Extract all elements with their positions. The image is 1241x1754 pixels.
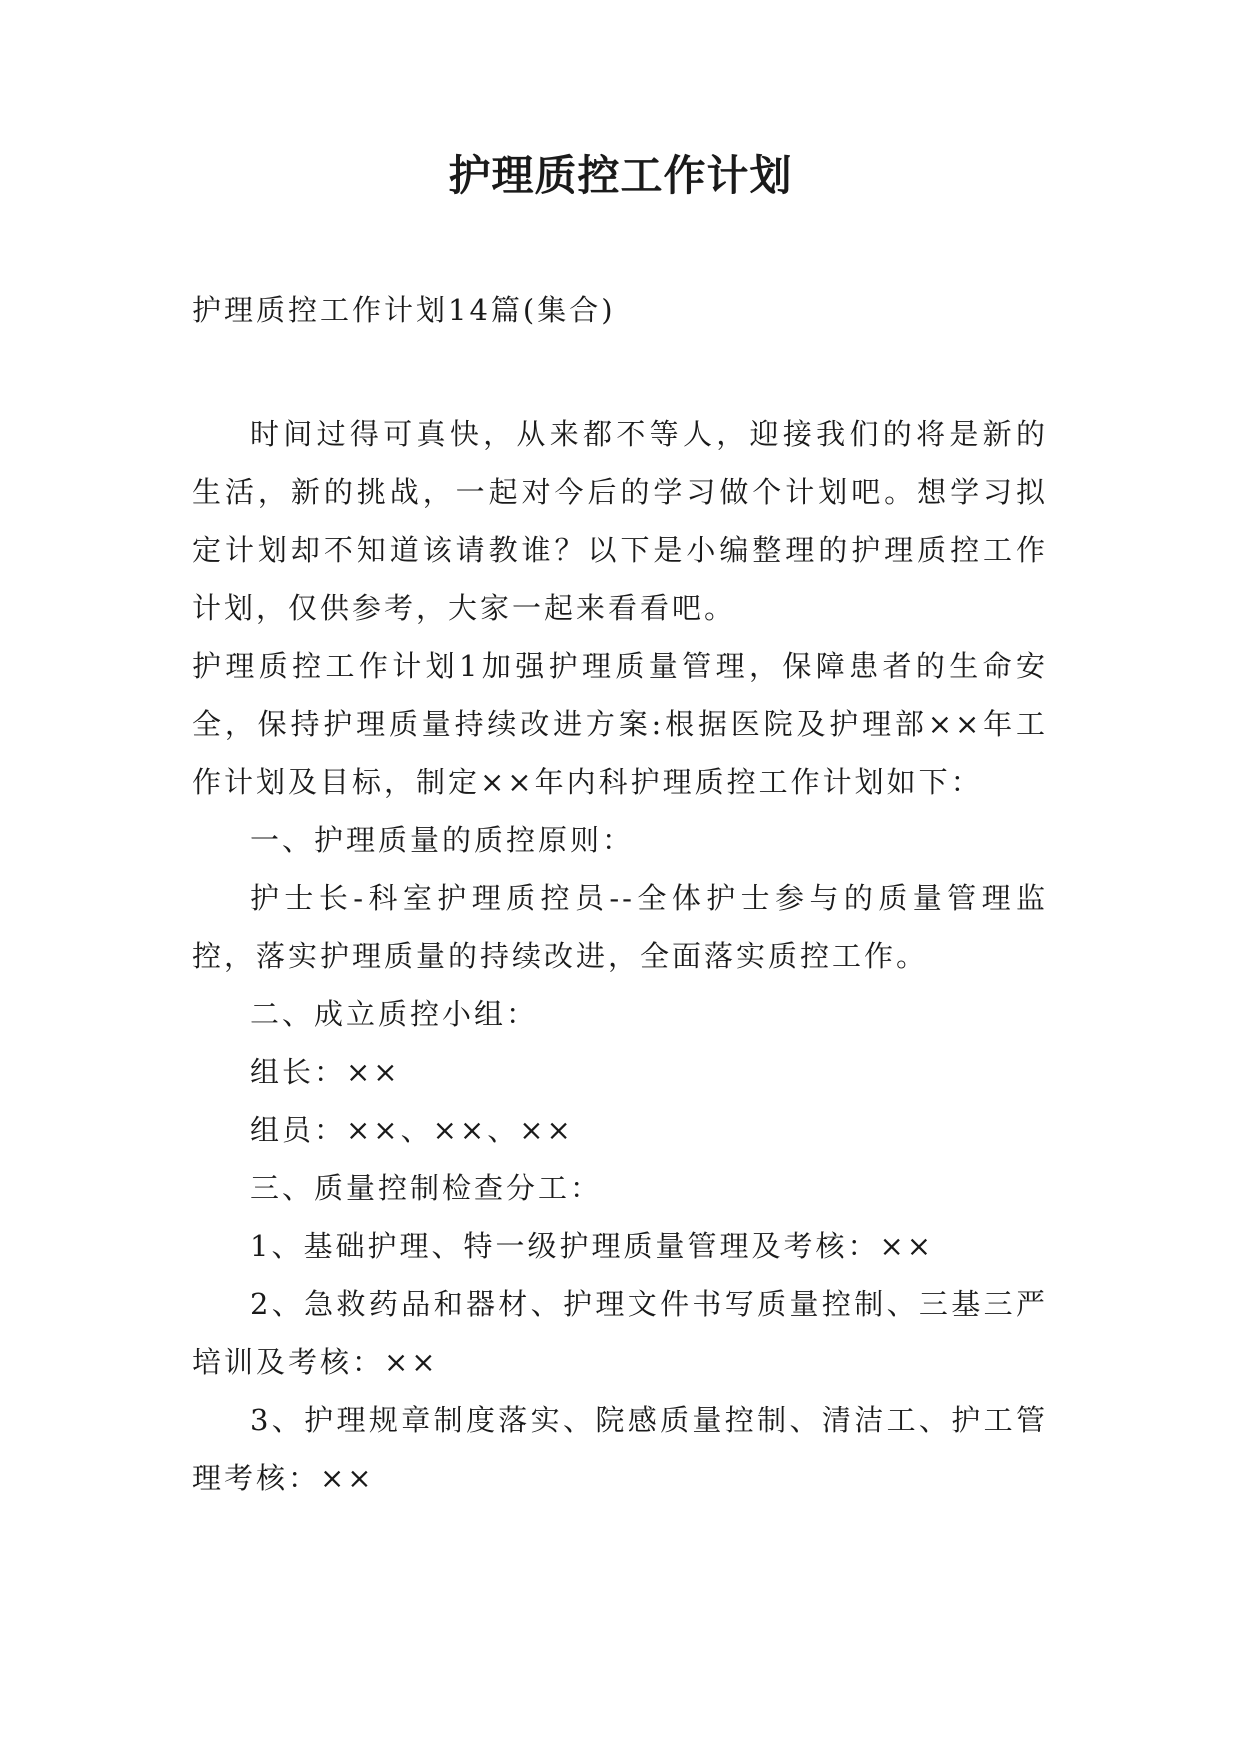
division-item-2: 2、急救药品和器材、护理文件书写质量控制、三基三严培训及考核：×× bbox=[192, 1287, 1048, 1379]
section-1-body: 加强护理质量管理，保障患者的生命安全，保持护理质量持续改进方案:根据医院及护理部××年工作计划及目标，制定××年内科护理质控工作计划如下： bbox=[192, 649, 1048, 799]
principle-heading: 一、护理质量的质控原则： bbox=[250, 823, 635, 857]
intro-paragraph: 时间过得可真快，从来都不等人，迎接我们的将是新的生活，新的挑战，一起对今后的学习做个计划吧。想学习拟定计划却不知道该请教谁？以下是小编整理的护理质控工作计划，仅供参考，大家一起来看看吧。 bbox=[192, 417, 1048, 625]
division-item-1: 1、基础护理、特一级护理质量管理及考核：×× bbox=[250, 1229, 935, 1263]
document-subtitle: 护理质控工作计划14篇(集合) bbox=[192, 293, 616, 327]
principle-text: 护士长-科室护理质控员--全体护士参与的质量管理监控，落实护理质量的持续改进，全面落实质控工作。 bbox=[192, 881, 1048, 973]
group-heading: 二、成立质控小组： bbox=[250, 997, 539, 1031]
group-leader: 组长：×× bbox=[250, 1055, 401, 1089]
division-heading: 三、质量控制检查分工： bbox=[250, 1171, 603, 1205]
section-1-heading: 护理质控工作计划1 bbox=[192, 649, 481, 683]
document-title: 护理质控工作计划 bbox=[448, 151, 793, 200]
document-body bbox=[192, 405, 1048, 1507]
division-item-3: 3、护理规章制度落实、院感质量控制、清洁工、护工管理考核：×× bbox=[192, 1403, 1048, 1495]
section-1-paragraph bbox=[192, 637, 1048, 811]
group-members: 组员：××、××、×× bbox=[250, 1113, 574, 1147]
